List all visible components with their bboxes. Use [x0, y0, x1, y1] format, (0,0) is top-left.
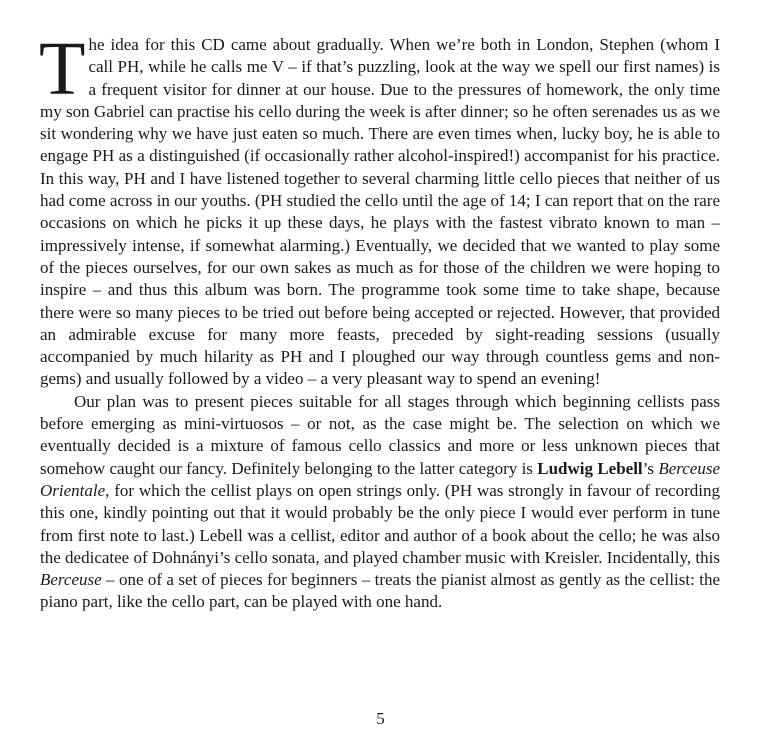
paragraph-plan-middle: , for which the cellist plays on open strings only. (PH was strongly in favour of recording this one, kindly pointing out that it would probably be the only piece I would ever perform in tune from first note to last.) Lebell was a cellist, editor and author of a book about the cello; he was also the dedicatee of Dohnányi’s cello sonata, and played chamber music with Kreisler. Incidentally, this: [40, 480, 720, 567]
paragraph-plan: [40, 391, 720, 614]
paragraph-intro: [39, 27, 720, 391]
paragraph-plan-intro: Our plan was to present pieces suitable for all stages through which beginning cellists pass before emerging as mini-virtuosos – or not, as the case might be. The selection on which we eventually decided is a mixture of famous cello classics and more or less unknown pieces that somehow caught our fancy. Definitely belonging to the latter category is: [40, 391, 720, 478]
work-title: Berceuse Orientale: [40, 458, 720, 500]
paragraph-plan-ending: – one of a set of pieces for beginners – treats the pianist almost as gently as the cellist: the piano part, like the cello part, can be played with one hand.: [40, 570, 720, 612]
page-number: 5: [376, 709, 385, 728]
possessive-suffix: ’s: [642, 458, 659, 478]
work-title-short: Berceuse: [40, 570, 102, 590]
body-text: [39, 27, 720, 614]
drop-cap: T: [39, 27, 86, 111]
composer-name: Ludwig Lebell: [537, 458, 643, 478]
paragraph-intro-text: he idea for this CD came about gradually. When we’re both in London, Stephen (whom I call PH, while he calls me V – if that’s puzzling, look at the way we spell our first names) is a frequent visitor for dinner at our house. Due to the pressures of homework, the only time my son Gabriel can practise his cello during the week is after dinner; so he often serenades us as we sit wondering why we have just eaten so much. There are even times when, lucky boy, he is able to engage PH as a distinguished (if occasionally rather alcohol-inspired!) accompanist for his practice. In this way, PH and I have listened together to several charming little cello pieces that neither of us had come across in our youths. (PH studied the cello until the age of 14; I can report that on the rare occasions on which he picks it up these days, he plays with the fastest vibrato known to man – impressively intense, if somewhat alarming.) Eventually, we decided that we wanted to play some of the pieces ourselves, for our own sakes as much as for those of the children we were hoping to inspire – and thus this album was born. The programme took some time to take shape, because there were so many pieces to be tried out before being accepted or rejected. However, that provided an admirable excuse for many more feasts, preceded by sight-reading sessions (usually accompanied by much hilarity as PH and I ploughed our way through countless gems and non-gems) and usually followed by a video – a very pleasant way to spend an evening!: [40, 35, 720, 389]
